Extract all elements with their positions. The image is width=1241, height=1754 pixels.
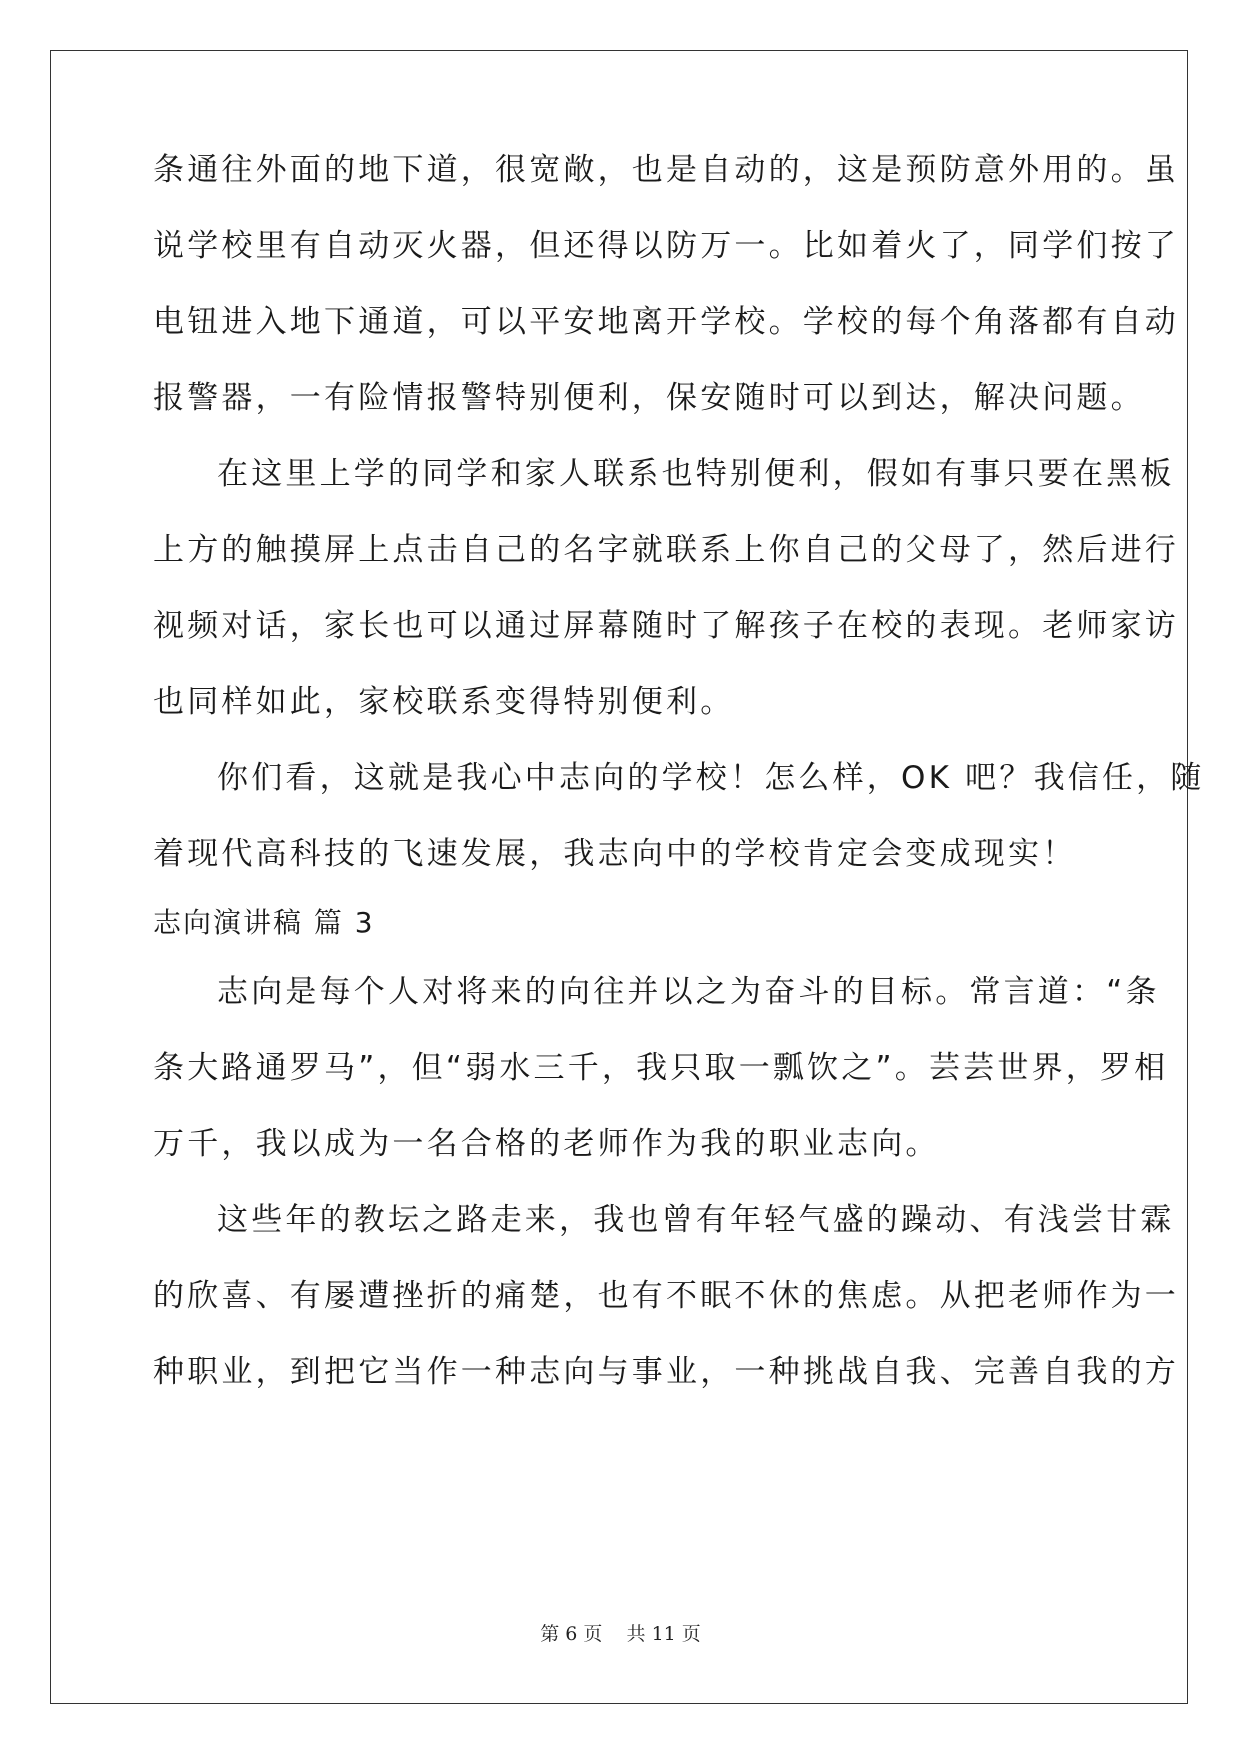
body-line: 种职业，到把它当作一种志向与事业，一种挑战自我、完善自我的方 — [153, 1354, 1179, 1390]
paragraph-first-line: 志向是每个人对将来的向往并以之为奋斗的目标。常言道：“条 — [217, 974, 1160, 1010]
body-line: 说学校里有自动灭火器，但还得以防万一。比如着火了，同学们按了 — [153, 228, 1179, 264]
body-line: 报警器，一有险情报警特别便利，保安随时可以到达，解决问题。 — [153, 380, 1145, 416]
paragraph-first-line: 在这里上学的同学和家人联系也特别便利，假如有事只要在黑板 — [217, 456, 1175, 492]
body-line: 电钮进入地下通道，可以平安地离开学校。学校的每个角落都有自动 — [153, 304, 1179, 340]
body-line: 视频对话，家长也可以通过屏幕随时了解孩子在校的表现。老师家访 — [153, 608, 1179, 644]
paragraph-first-line: 你们看，这就是我心中志向的学校！怎么样，OK 吧？我信任，随 — [217, 760, 1205, 796]
body-line: 的欣喜、有屡遭挫折的痛楚，也有不眠不休的焦虑。从把老师作为一 — [153, 1278, 1179, 1314]
section-heading: 志向演讲稿 篇 3 — [153, 906, 375, 939]
body-line: 着现代高科技的飞速发展，我志向中的学校肯定会变成现实！ — [153, 836, 1077, 872]
body-line: 也同样如此，家校联系变得特别便利。 — [153, 684, 735, 720]
body-line: 万千，我以成为一名合格的老师作为我的职业志向。 — [153, 1126, 940, 1162]
body-line: 上方的触摸屏上点击自己的名字就联系上你自己的父母了，然后进行 — [153, 532, 1179, 568]
paragraph-first-line: 这些年的教坛之路走来，我也曾有年轻气盛的躁动、有浅尝甘霖 — [217, 1202, 1175, 1238]
body-line: 条通往外面的地下道，很宽敞，也是自动的，这是预防意外用的。虽 — [153, 152, 1179, 188]
page-number-footer: 第 6 页 共 11 页 — [540, 1623, 701, 1645]
body-line: 条大路通罗马”，但“弱水三千，我只取一瓢饮之”。芸芸世界，罗相 — [153, 1050, 1169, 1086]
